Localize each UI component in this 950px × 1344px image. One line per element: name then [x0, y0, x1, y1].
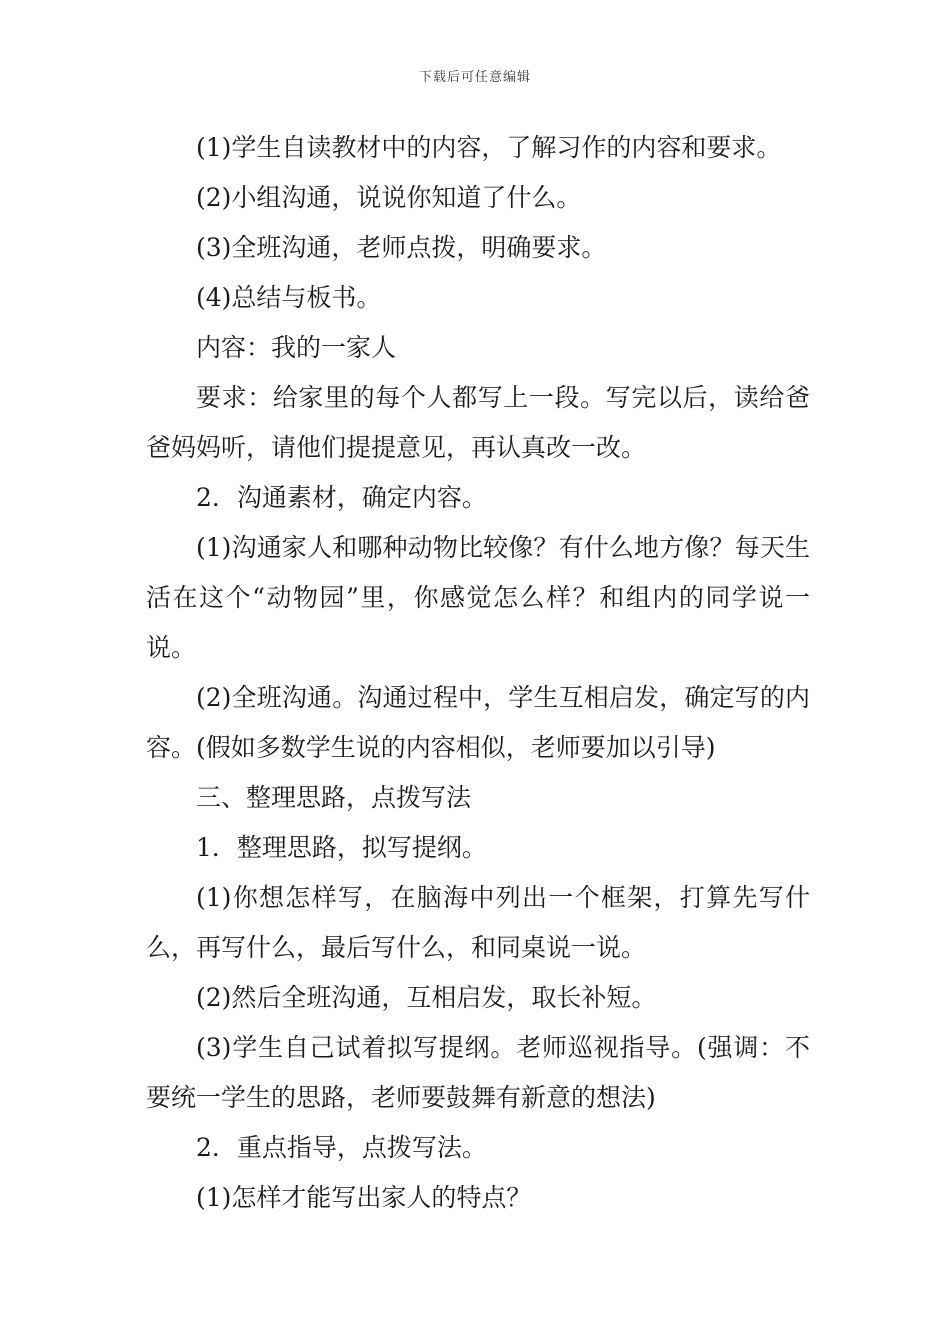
section-heading: 三、整理思路，点拨写法 [196, 783, 472, 812]
paragraph: (2)小组沟通，说说你知道了什么。 [196, 183, 582, 212]
page-header: 下载后可任意编辑 [418, 70, 531, 85]
paragraph: (2)全班沟通。沟通过程中，学生互相启发，确定写的内容。(假如多数学生说的内容相似，老师要加以引导) [146, 683, 810, 762]
paragraph: (2)然后全班沟通，互相启发，取长补短。 [196, 983, 657, 1012]
paragraph: (1)你想怎样写，在脑海中列出一个框架，打算先写什么，再写什么，最后写什么，和同桌说一说。 [146, 883, 810, 962]
paragraph: (3)全班沟通，老师点拨，明确要求。 [196, 233, 607, 262]
paragraph: 内容：我的一家人 [196, 333, 397, 362]
paragraph: 2．沟通素材，确定内容。 [196, 483, 487, 512]
paragraph: (1)怎样才能写出家人的特点？ [196, 1183, 532, 1212]
paragraph: 1．整理思路，拟写提纲。 [196, 833, 487, 862]
document-body [146, 123, 810, 1223]
paragraph: 要求：给家里的每个人都写上一段。写完以后，读给爸爸妈妈听，请他们提提意见，再认真改一改。 [146, 383, 810, 462]
paragraph: (4)总结与板书。 [196, 283, 382, 312]
paragraph: (1)学生自读教材中的内容，了解习作的内容和要求。 [196, 133, 782, 162]
paragraph: (3)学生自己试着拟写提纲。老师巡视指导。(强调：不要统一学生的思路，老师要鼓舞有新意的想法) [146, 1033, 810, 1112]
paragraph: (1)沟通家人和哪种动物比较像？有什么地方像？每天生活在这个“动物园”里，你感觉怎么样？和组内的同学说一说。 [146, 533, 810, 662]
paragraph: 2．重点指导，点拨写法。 [196, 1133, 487, 1162]
